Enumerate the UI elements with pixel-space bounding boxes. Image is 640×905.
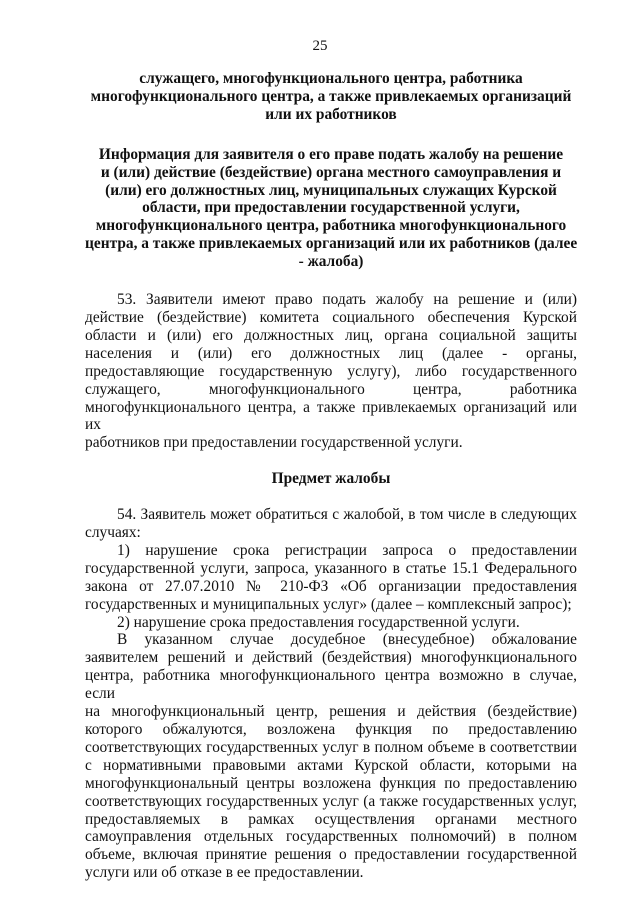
text-line: работников при предоставлении государственной услуги.: [85, 434, 463, 452]
text-line: услуги или об отказе в ее предоставлении.: [85, 864, 364, 882]
text-line: предоставляемых в рамках осуществления органами местного: [85, 810, 577, 828]
text-line: 53. Заявители имеют право подать жалобу на решение и (или): [117, 291, 577, 309]
text-line: соответствующих государственных услуг (а также государственных услуг,: [85, 792, 577, 810]
text-line: 2) нарушение срока предоставления государственной услуги.: [117, 613, 520, 631]
heading-line: области, при предоставлении государственной услуги,: [142, 199, 520, 217]
text-line: служащего, многофункционального центра, работника: [85, 380, 577, 398]
text-line: самоуправления отдельных государственных полномочий) в полном: [85, 828, 577, 846]
page-number: 25: [312, 38, 328, 54]
text-line: государственных и муниципальных услуг» (далее – комплексный запрос);: [85, 595, 572, 613]
text-line: 1) нарушение срока регистрации запроса о предоставлении: [117, 541, 577, 559]
text-line: центра, работника многофункционального центра возможно в случае, если: [85, 667, 577, 703]
paragraph-54: [85, 506, 577, 882]
heading-line: или их работников: [265, 105, 397, 123]
heading-line: - жалоба): [298, 253, 364, 271]
text-line: области и (или) его должностных лиц, органа социальной защиты: [85, 326, 577, 344]
text-line: соответствующих государственных услуг в полном объеме в соответствии: [85, 738, 577, 756]
text-line: случаях:: [85, 524, 141, 542]
text-line: В указанном случае досудебное (внесудебное) обжалование: [117, 631, 577, 649]
text-line: действие (бездействие) комитета социального обеспечения Курской: [85, 308, 577, 326]
heading-line: и (или) действие (бездействие) органа местного самоуправления и: [100, 163, 562, 181]
intro-heading: [85, 70, 577, 124]
heading-line: центра, а также привлекаемых организаций или их работников (далее: [85, 235, 578, 253]
paragraph-53: [85, 291, 577, 452]
text-line: заявителем решений и действий (бездействия) многофункционального: [85, 649, 577, 667]
heading-line: многофункционального центра, а также привлекаемых организаций: [90, 87, 572, 105]
text-line: многофункциональный центры возложена функция по предоставлению: [85, 774, 577, 792]
heading-line: Информация для заявителя о его праве подать жалобу на решение: [98, 145, 564, 163]
complaint-info-heading: [85, 146, 577, 271]
text-line: которого обжалуются, возложена функция по предоставлению: [85, 721, 577, 738]
text-line: закона от 27.07.2010 № 210-ФЗ «Об организации предоставления: [85, 577, 577, 595]
text-line: предоставляющие государственную услугу), либо государственного: [85, 362, 577, 380]
subject-heading: Предмет жалобы: [271, 470, 391, 488]
text-line: государственной услуги, запроса, указанного в статье 15.1 Федерального: [85, 559, 577, 577]
text-line: населения и (или) его должностных лиц (далее - органы,: [85, 344, 577, 362]
text-line: с нормативными правовыми актами Курской области, которыми на: [85, 756, 577, 774]
heading-line: служащего, многофункционального центра, работника: [139, 70, 523, 87]
heading-line: многофункционального центра, работника многофункционального: [95, 217, 567, 235]
page-content: [85, 70, 577, 882]
text-line: на многофункциональный центр, решения и действия (бездействие): [85, 703, 577, 721]
heading-line: (или) его должностных лиц, муниципальных служащих Курской: [105, 181, 557, 199]
text-line: объеме, включая принятие решения о предоставлении государственной: [85, 846, 577, 864]
text-line: 54. Заявитель может обратиться с жалобой, в том числе в следующих: [117, 506, 577, 524]
text-line: многофункционального центра, а также привлекаемых организаций или их: [85, 398, 577, 434]
